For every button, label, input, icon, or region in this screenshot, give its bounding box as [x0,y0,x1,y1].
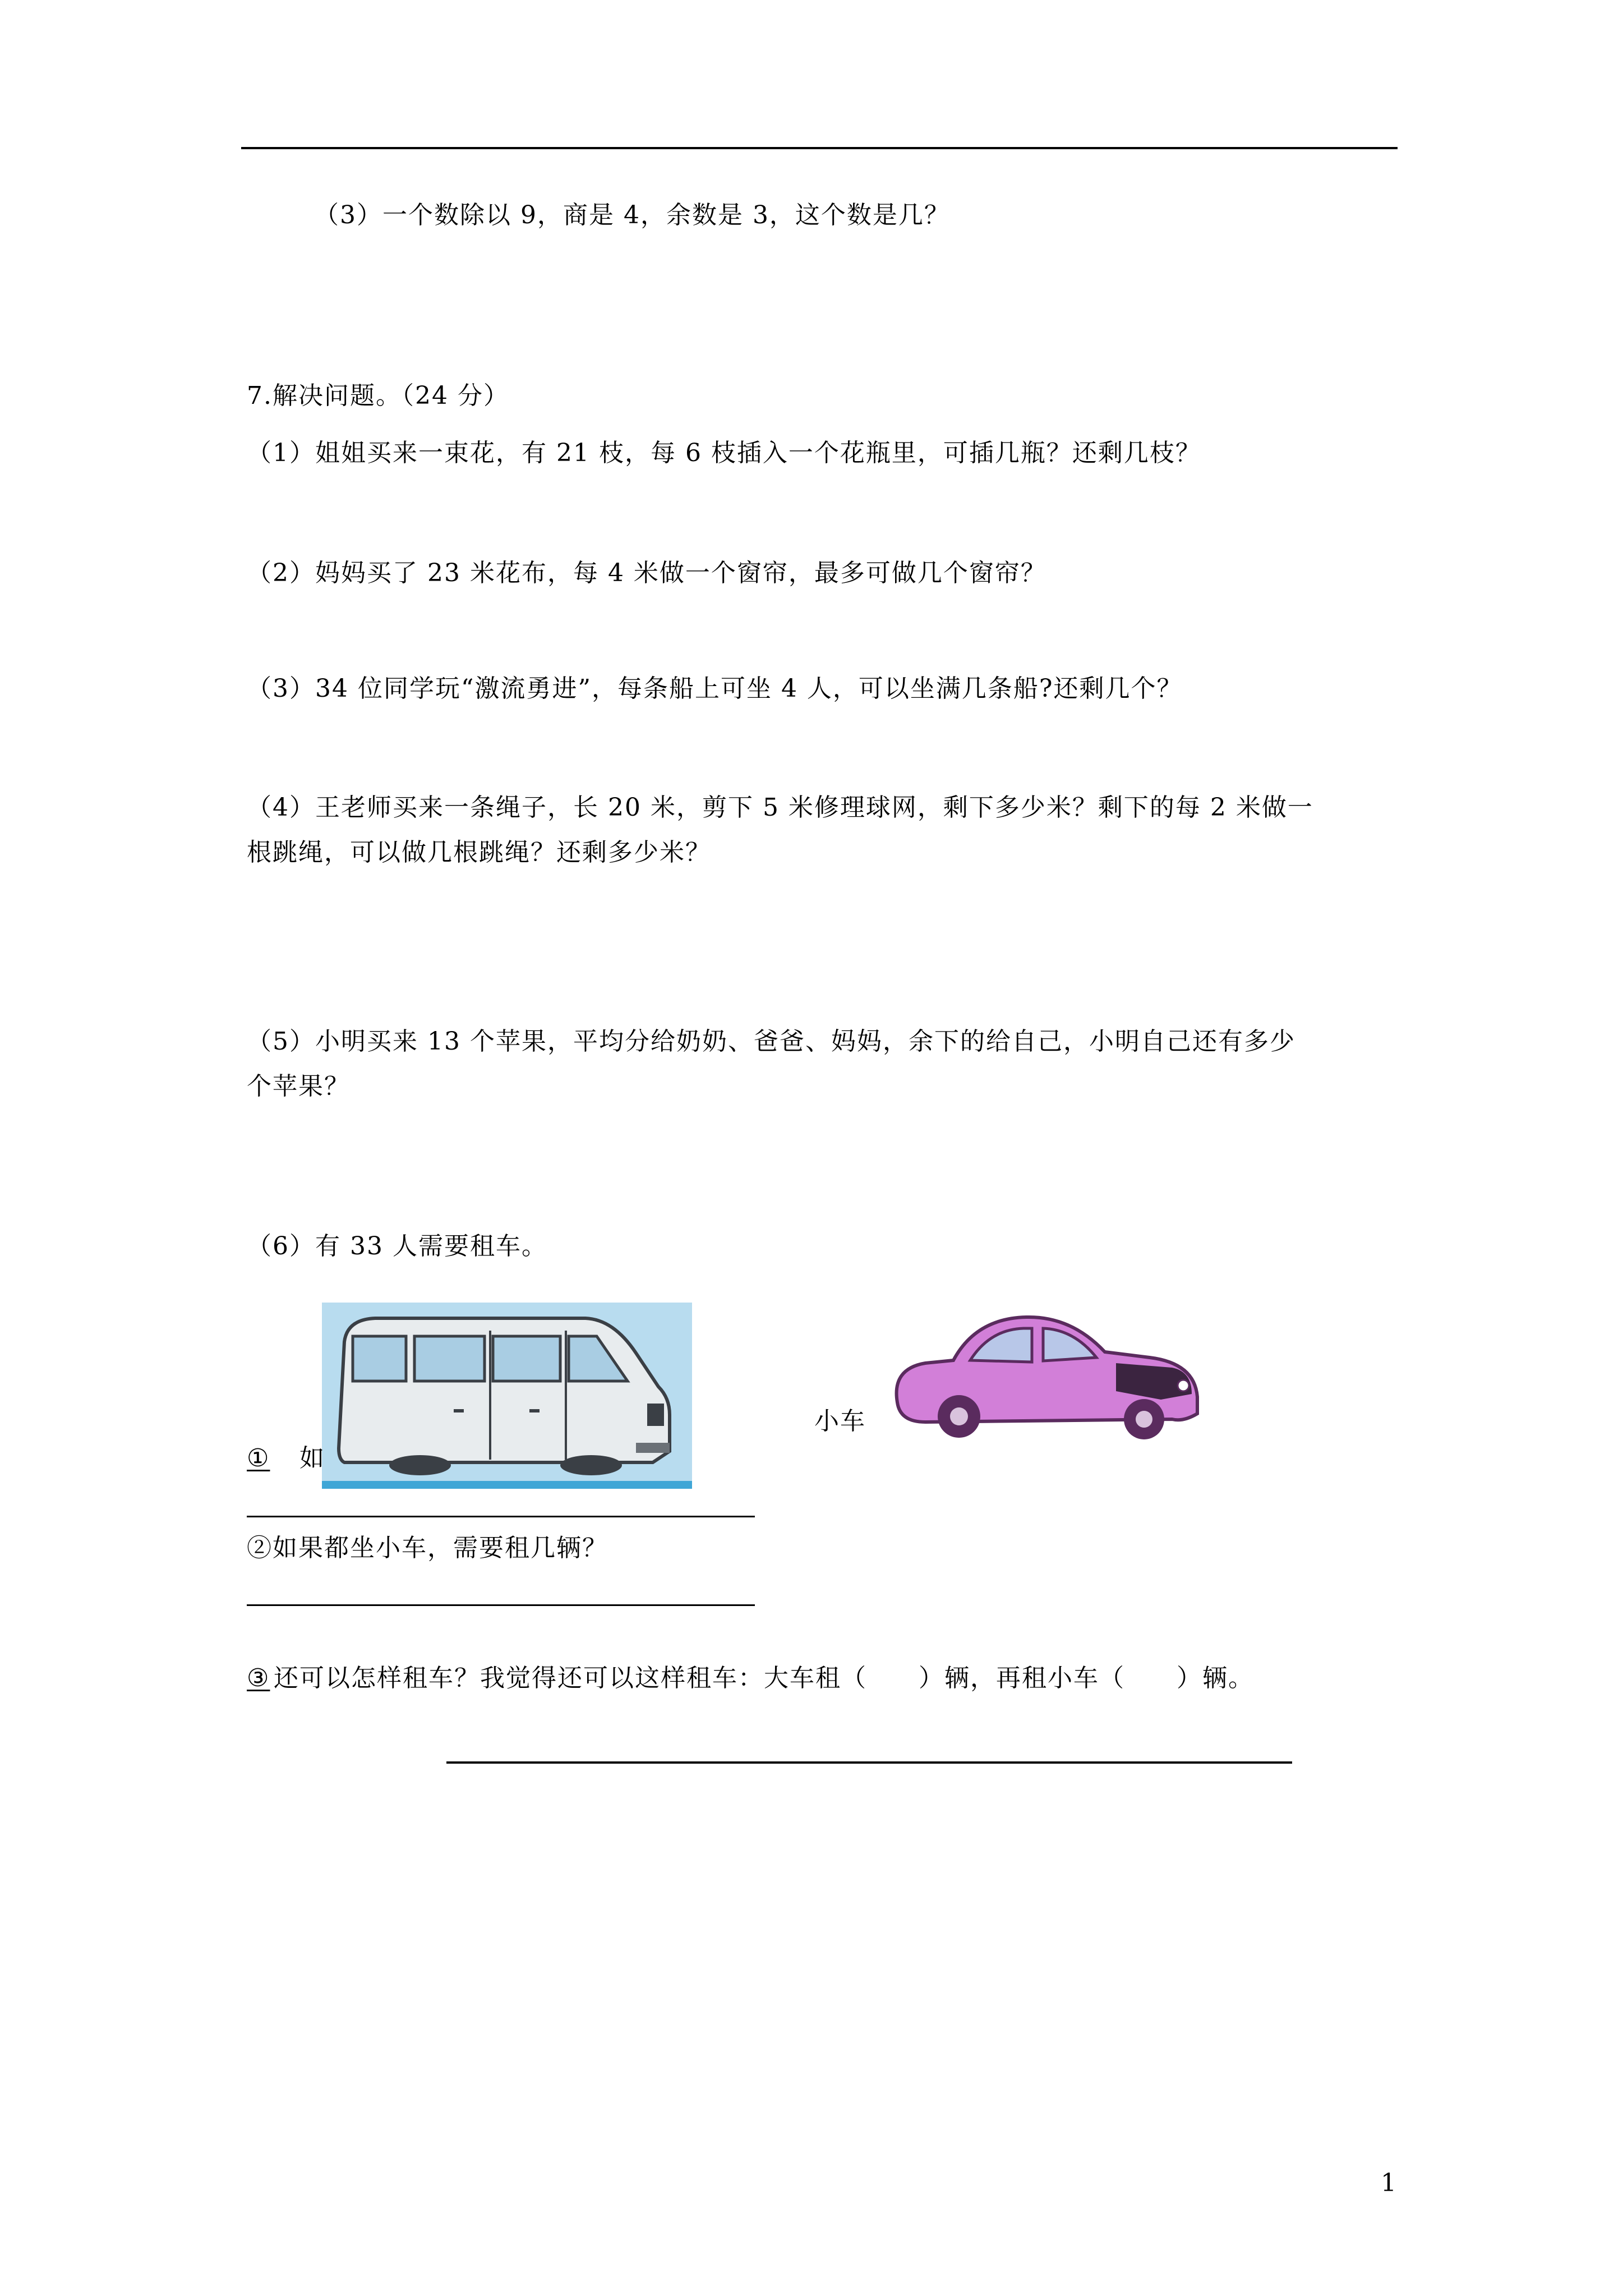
q7-item-6: （6）有 33 人需要租车。 [247,1232,547,1260]
q7-item-5-line-2: 个苹果？ [247,1072,350,1101]
sub-question-3-marker: ③ [247,1664,270,1692]
sub-question-3-text: 还可以怎样租车？我觉得还可以这样租车：大车租（ ）辆，再租小车（ ）辆。 [274,1664,1254,1692]
answer-line-1 [247,1516,755,1517]
bus-illustration [322,1303,692,1489]
sub-question-1-text: 如 [299,1444,325,1473]
q7-item-5-line-1: （5）小明买来 13 个苹果，平均分给奶奶、爸爸、妈妈，余下的给自己，小明自己还有多少 [247,1027,1295,1056]
q7-item-1: （1）姐姐买来一束花，有 21 枝，每 6 枝插入一个花瓶里，可插几瓶？还剩几枝？ [247,439,1201,467]
header-rule [241,147,1398,149]
page-number: 1 [1381,2169,1398,2197]
sub-question-2: ②如果都坐小车，需要租几辆？ [247,1534,608,1562]
q7-item-2: （2）妈妈买了 23 米花布，每 4 米做一个窗帘，最多可做几个窗帘？ [247,559,1046,587]
sub-question-1-marker: ① [247,1444,270,1473]
question-7-title: 7.解决问题。（24 分） [247,381,509,410]
car-illustration [880,1301,1206,1447]
answer-line-2 [247,1604,755,1606]
car-label: 小车 [814,1407,866,1435]
question-6-item-3: （3）一个数除以 9，商是 4，余数是 3，这个数是几？ [314,201,950,229]
answer-line-3 [446,1761,1292,1764]
q7-item-4-line-2: 根跳绳，可以做几根跳绳？还剩多少米？ [247,838,711,867]
q7-item-3: （3）34 位同学玩“激流勇进”，每条船上可坐 4 人，可以坐满几条船?还剩几个？ [247,674,1183,703]
q7-item-4-line-1: （4）王老师买来一条绳子，长 20 米，剪下 5 米修理球网，剩下多少米？剩下的每 2 米做一 [247,793,1313,822]
